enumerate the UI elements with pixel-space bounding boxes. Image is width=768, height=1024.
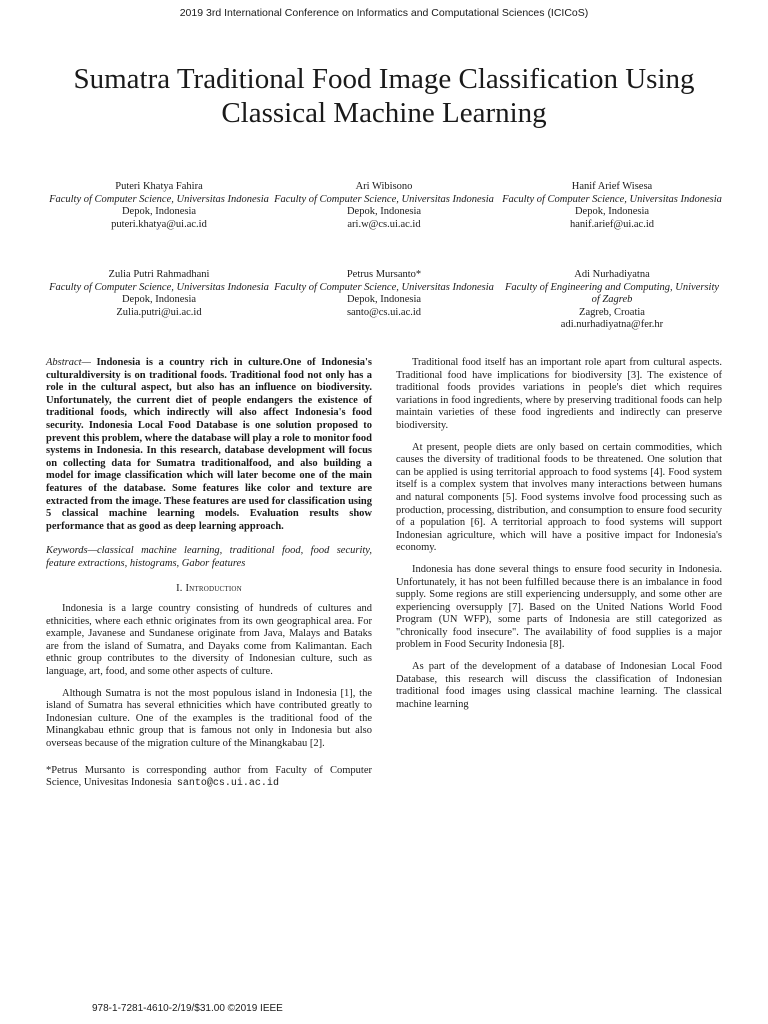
author-name: Hanif Arief Wisesa <box>571 181 653 192</box>
author-location: Depok, Indonesia <box>346 294 422 305</box>
author-name: Adi Nurhadiyatna <box>574 269 650 280</box>
author-email: ari.w@cs.ui.ac.id <box>347 218 421 230</box>
author-affiliation: Faculty of Computer Science, Universitas Indonesia <box>49 193 269 205</box>
left-column <box>46 357 372 800</box>
conference-header: 2019 3rd International Conference on Informatics and Computational Sciences (ICICoS) <box>179 7 589 19</box>
body-paragraph: Indonesia has done several things to ensure food security in Indonesia. Unfortunately, it has not been fulfilled because there is an imbalance in food supply. Some regions are still experiencing undersupply, and some other are experiencing oversupply [7]. Based on the United Nations World Food Program (UN WFP), some parts of Indonesia are still categorized as "chronically food insecure". The availability of food supplies is a major problem in Food Security Indonesia [8]. <box>396 563 722 651</box>
author-email: adi.nurhadiyatna@fer.hr <box>560 319 664 330</box>
author-location: Depok, Indonesia <box>346 206 422 217</box>
body-paragraph: Traditional food itself has an important role apart from cultural aspects. Traditional food have implications for biodiversity [3]. The existence of traditional foods provides variations in people's diet which requires variations in food ingredients, where by preserving traditional foods can help maintain varieties of these food ingredients and indirectly can preserve biodiversity. <box>396 357 722 431</box>
author-location: Zagreb, Croatia <box>579 306 645 318</box>
footnote-text: *Petrus Mursanto is corresponding author from Faculty of Computer Science, Univesitas Indonesia <box>46 764 372 789</box>
author-name: Ari Wibisono <box>355 181 413 192</box>
author-card <box>501 181 723 231</box>
author-email: Zulia.putri@ui.ac.id <box>116 306 202 318</box>
author-affiliation: Faculty of Computer Science, Universitas Indonesia <box>502 193 722 205</box>
abstract-text: Indonesia is a country rich in culture.One of Indonesia's culturaldiversity is on traditional foods. Traditional food not only has a role in the cultural aspect, but also has an influence on biodiversity. Unfortunately, the current diet of people endangers the existence of traditional foods, which indirectly will also affect Indonesia's food security. Indonesia Local Food Database is one solution proposed to prevent this problem, where the database will play a role to monitor food systems in Indonesia. In this research, database development will focus on collecting data for Sumatra traditionalfood, and also building a model for image classification which will later become one of the main features of the database. Some features like color and texture are extracted from the image. These features are used for classification using 5 classical machine learning models. Evaluation results show performance that as good as deep learning approach. <box>46 357 372 532</box>
author-location: Depok, Indonesia <box>121 206 197 217</box>
author-location: Depok, Indonesia <box>574 206 650 217</box>
author-name: Puteri Khatya Fahira <box>115 181 203 192</box>
copyright-footer: 978-1-7281-4610-2/19/$31.00 ©2019 IEEE <box>92 1003 283 1014</box>
right-column <box>396 357 722 720</box>
author-affiliation: Faculty of Computer Science, Universitas Indonesia <box>274 193 494 205</box>
body-paragraph: Although Sumatra is not the most populous island in Indonesia [1], the island of Sumatra has several ethnicities which have contributed greatly to Indonesian culture. One of the examples is the traditional food of the Minangkabau ethnic group that is famous not only in Indonesia but also overseas because of the migration culture of the Minangkabau [2]. <box>46 687 372 750</box>
author-card <box>501 269 723 332</box>
author-affiliation: Faculty of Engineering and Computing, University of Zagreb <box>504 281 720 305</box>
section-heading-introduction: I. Introduction <box>176 582 242 594</box>
author-affiliation: Faculty of Computer Science, Universitas Indonesia <box>274 281 494 293</box>
author-affiliation: Faculty of Computer Science, Universitas Indonesia <box>49 281 269 293</box>
author-location: Depok, Indonesia <box>121 294 197 305</box>
abstract-label: Abstract— <box>46 357 91 368</box>
author-email: puteri.khatya@ui.ac.id <box>111 218 207 230</box>
abstract <box>46 357 372 533</box>
body-paragraph: At present, people diets are only based on certain commodities, which causes the diversity of traditional foods to be threatened. One solution that can be applied is using territorial approach to food systems [4]. Food system itself is a complex system that involves many interactions between humans and natural components [5]. Food systems involve food processing such as production, processing, distribution, and consumption to ensure food security of a population [6]. A territorial approach to food systems will support Indonesian agriculture, which will have a positive impact for Indonesia's economy. <box>396 441 722 554</box>
footnote <box>46 765 372 791</box>
paper-title: Sumatra Traditional Food Image Classification Using Classical Machine Learning <box>73 63 695 129</box>
author-name: Petrus Mursanto* <box>346 269 422 280</box>
author-card <box>48 181 270 231</box>
footnote-email: santo@cs.ui.ac.id <box>176 778 279 790</box>
author-card <box>273 269 495 319</box>
author-name: Zulia Putri Rahmadhani <box>108 269 210 280</box>
author-card <box>48 269 270 319</box>
keywords: Keywords—classical machine learning, traditional food, food security, feature extractions, histograms, Gabor features <box>46 545 372 569</box>
author-email: hanif.arief@ui.ac.id <box>569 218 654 230</box>
author-card <box>273 181 495 231</box>
body-paragraph: As part of the development of a database of Indonesian Local Food Database, this research will discuss the classification of Indonesian traditional food images using classical machine learning. The classical machine learning <box>396 661 722 710</box>
author-email: santo@cs.ui.ac.id <box>346 306 422 318</box>
body-paragraph: Indonesia is a large country consisting of hundreds of cultures and ethnicities, where each ethnic originates from its own geographical area. For example, Javanese and Sundanese originate from Java, Malays and Bataks are from the island of Sumatra, and Dayaks come from Kalimantan. Each ethnic group contributes to the diversity of Indonesian culture, such as language, art, food, and some other aspects of culture. <box>46 603 372 678</box>
